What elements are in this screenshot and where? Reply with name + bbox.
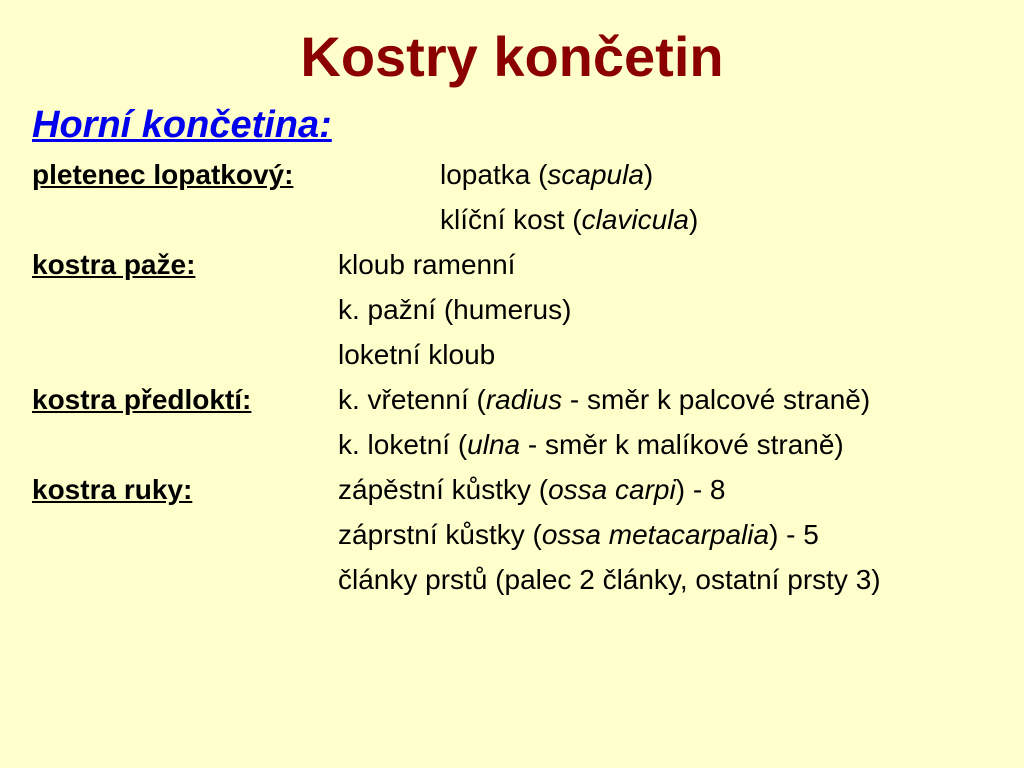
content-row	[0, 287, 1024, 332]
row-value: k. loketní (ulna - směr k malíkové straně)	[338, 429, 844, 460]
row-label: kostra ruky:	[32, 474, 193, 505]
row-value: k. vřetenní (radius - směr k palcové straně)	[338, 384, 871, 415]
content-row	[0, 512, 1024, 557]
content-row	[0, 467, 1024, 512]
slide-title: Kostry končetin	[300, 25, 724, 88]
row-label: kostra paže:	[32, 249, 196, 280]
content-row	[0, 422, 1024, 467]
row-value: loketní kloub	[338, 339, 496, 370]
content-row	[0, 377, 1024, 422]
content-row	[0, 242, 1024, 287]
row-label: kostra předloktí:	[32, 384, 252, 415]
row-value: zápěstní kůstky (ossa carpi) - 8	[338, 474, 726, 505]
row-value: klíční kost (clavicula)	[440, 204, 699, 235]
row-value: kloub ramenní	[338, 249, 516, 280]
row-value: lopatka (scapula)	[440, 159, 654, 190]
content-row	[0, 152, 1024, 197]
content-row	[0, 332, 1024, 377]
row-value: k. pažní (humerus)	[338, 294, 572, 325]
row-value: záprstní kůstky (ossa metacarpalia) - 5	[338, 519, 819, 550]
row-value: články prstů (palec 2 články, ostatní prsty 3)	[338, 564, 881, 595]
content-row	[0, 557, 1024, 602]
row-label: pletenec lopatkový:	[32, 159, 294, 190]
slide-subtitle: Horní končetina:	[32, 104, 332, 146]
content-row	[0, 197, 1024, 242]
